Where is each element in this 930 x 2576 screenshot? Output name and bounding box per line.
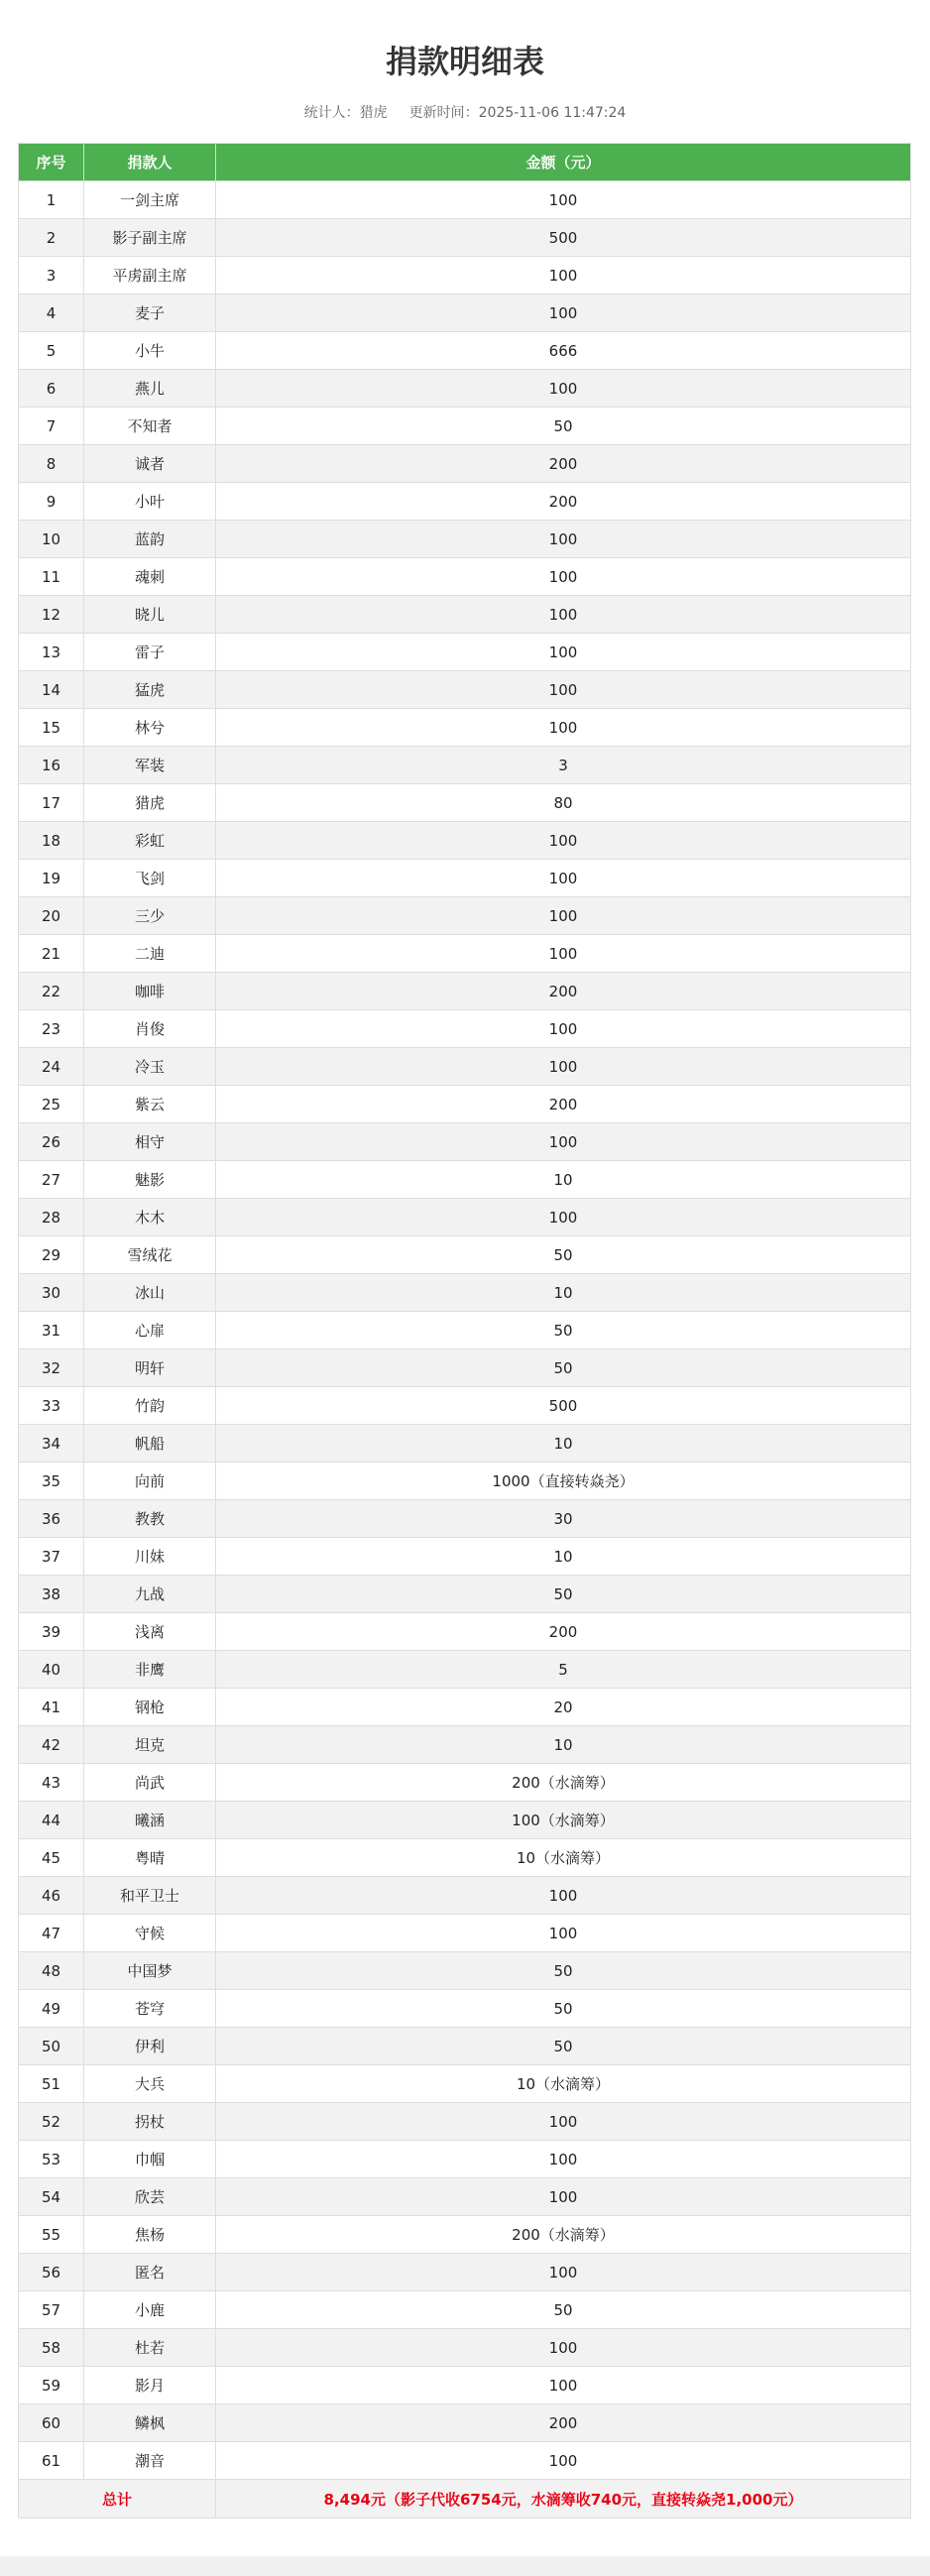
- row-index: 61: [19, 2442, 84, 2480]
- row-index: 59: [19, 2367, 84, 2404]
- header-index: 序号: [19, 144, 84, 181]
- row-amount: 3: [216, 747, 911, 784]
- row-amount: 500: [216, 219, 911, 257]
- row-amount: 100: [216, 1915, 911, 1952]
- row-donor: 欣芸: [84, 2178, 216, 2216]
- row-donor: 九战: [84, 1576, 216, 1613]
- row-donor: 咖啡: [84, 973, 216, 1010]
- table-row: [19, 1726, 911, 1764]
- row-index: 8: [19, 445, 84, 483]
- table-row: [19, 2367, 911, 2404]
- row-index: 38: [19, 1576, 84, 1613]
- row-donor: 匿名: [84, 2254, 216, 2291]
- donation-table: [18, 143, 911, 2518]
- row-index: 35: [19, 1463, 84, 1500]
- statistician-label: 统计人：猎虎: [303, 105, 388, 121]
- row-amount: 100: [216, 1048, 911, 1086]
- row-index: 3: [19, 257, 84, 294]
- row-amount: 200（水滴筹）: [216, 2216, 911, 2254]
- row-index: 25: [19, 1086, 84, 1123]
- row-amount: 50: [216, 1990, 911, 2028]
- row-donor: 麦子: [84, 294, 216, 332]
- row-index: 12: [19, 596, 84, 634]
- table-row: [19, 1048, 911, 1086]
- row-amount: 100: [216, 558, 911, 596]
- row-index: 33: [19, 1387, 84, 1425]
- row-index: 5: [19, 332, 84, 370]
- row-donor: 晓儿: [84, 596, 216, 634]
- row-index: 54: [19, 2178, 84, 2216]
- row-index: 11: [19, 558, 84, 596]
- row-amount: 100: [216, 2103, 911, 2141]
- row-index: 2: [19, 219, 84, 257]
- table-row: [19, 2141, 911, 2178]
- header-donor: 捐款人: [84, 144, 216, 181]
- table-row: [19, 445, 911, 483]
- row-donor: 林兮: [84, 709, 216, 747]
- row-donor: 明轩: [84, 1349, 216, 1387]
- table-row: [19, 2178, 911, 2216]
- row-amount: 100: [216, 822, 911, 860]
- row-index: 44: [19, 1802, 84, 1839]
- row-index: 52: [19, 2103, 84, 2141]
- row-donor: 飞剑: [84, 860, 216, 897]
- row-amount: 10: [216, 1726, 911, 1764]
- row-amount: 200: [216, 2404, 911, 2442]
- row-index: 55: [19, 2216, 84, 2254]
- row-donor: 苍穹: [84, 1990, 216, 2028]
- row-amount: 100: [216, 935, 911, 973]
- row-donor: 向前: [84, 1463, 216, 1500]
- row-donor: 军装: [84, 747, 216, 784]
- row-amount: 10（水滴筹）: [216, 1839, 911, 1877]
- row-amount: 100: [216, 596, 911, 634]
- row-amount: 100: [216, 257, 911, 294]
- table-row: [19, 2442, 911, 2480]
- row-index: 26: [19, 1123, 84, 1161]
- row-donor: 潮音: [84, 2442, 216, 2480]
- row-donor: 川妹: [84, 1538, 216, 1576]
- table-row: [19, 1086, 911, 1123]
- table-row: [19, 634, 911, 671]
- row-index: 39: [19, 1613, 84, 1651]
- row-donor: 蓝韵: [84, 521, 216, 558]
- row-amount: 50: [216, 1952, 911, 1990]
- row-donor: 冰山: [84, 1274, 216, 1312]
- table-footer: [19, 2480, 911, 2518]
- row-donor: 猎虎: [84, 784, 216, 822]
- table-row: [19, 2329, 911, 2367]
- row-amount: 200: [216, 483, 911, 521]
- row-amount: 50: [216, 2291, 911, 2329]
- row-amount: 200: [216, 1086, 911, 1123]
- row-amount: 50: [216, 408, 911, 445]
- table-row: [19, 747, 911, 784]
- table-row: [19, 408, 911, 445]
- row-donor: 拐杖: [84, 2103, 216, 2141]
- row-index: 42: [19, 1726, 84, 1764]
- table-row: [19, 784, 911, 822]
- table-row: [19, 1274, 911, 1312]
- row-index: 34: [19, 1425, 84, 1463]
- row-amount: 100: [216, 181, 911, 219]
- table-row: [19, 1387, 911, 1425]
- row-donor: 伊利: [84, 2028, 216, 2065]
- row-donor: 彩虹: [84, 822, 216, 860]
- table-row: [19, 596, 911, 634]
- row-amount: 10: [216, 1425, 911, 1463]
- row-index: 23: [19, 1010, 84, 1048]
- row-amount: 1000（直接转焱尧）: [216, 1463, 911, 1500]
- table-row: [19, 1425, 911, 1463]
- table-row: [19, 935, 911, 973]
- row-donor: 巾帼: [84, 2141, 216, 2178]
- table-row: [19, 1312, 911, 1349]
- row-amount: 10: [216, 1538, 911, 1576]
- row-amount: 100: [216, 860, 911, 897]
- row-amount: 100: [216, 1123, 911, 1161]
- row-index: 6: [19, 370, 84, 408]
- row-amount: 500: [216, 1387, 911, 1425]
- total-value: 8,494元（影子代收6754元，水滴筹收740元，直接转焱尧1,000元）: [216, 2480, 911, 2518]
- row-donor: 一剑主席: [84, 181, 216, 219]
- row-index: 43: [19, 1764, 84, 1802]
- row-index: 41: [19, 1689, 84, 1726]
- row-index: 7: [19, 408, 84, 445]
- table-row: [19, 1764, 911, 1802]
- row-amount: 100: [216, 2141, 911, 2178]
- row-index: 10: [19, 521, 84, 558]
- row-amount: 100: [216, 2178, 911, 2216]
- table-row: [19, 2254, 911, 2291]
- total-row: [19, 2480, 911, 2518]
- row-amount: 10: [216, 1161, 911, 1199]
- table-row: [19, 1123, 911, 1161]
- row-donor: 相守: [84, 1123, 216, 1161]
- row-index: 37: [19, 1538, 84, 1576]
- row-amount: 10（水滴筹）: [216, 2065, 911, 2103]
- row-donor: 诚者: [84, 445, 216, 483]
- row-index: 16: [19, 747, 84, 784]
- row-donor: 心扉: [84, 1312, 216, 1349]
- row-amount: 50: [216, 2028, 911, 2065]
- table-header: [19, 144, 911, 181]
- row-index: 51: [19, 2065, 84, 2103]
- row-index: 28: [19, 1199, 84, 1236]
- row-amount: 100: [216, 1010, 911, 1048]
- row-amount: 100: [216, 2367, 911, 2404]
- row-amount: 100: [216, 1877, 911, 1915]
- row-donor: 守候: [84, 1915, 216, 1952]
- table-row: [19, 2404, 911, 2442]
- row-index: 27: [19, 1161, 84, 1199]
- row-donor: 焦杨: [84, 2216, 216, 2254]
- row-donor: 小鹿: [84, 2291, 216, 2329]
- row-amount: 100: [216, 634, 911, 671]
- table-row: [19, 709, 911, 747]
- row-donor: 曦涵: [84, 1802, 216, 1839]
- row-amount: 100: [216, 2329, 911, 2367]
- row-index: 40: [19, 1651, 84, 1689]
- row-index: 36: [19, 1500, 84, 1538]
- table-row: [19, 822, 911, 860]
- row-donor: 竹韵: [84, 1387, 216, 1425]
- row-donor: 坦克: [84, 1726, 216, 1764]
- row-donor: 平虏副主席: [84, 257, 216, 294]
- table-row: [19, 1802, 911, 1839]
- row-index: 13: [19, 634, 84, 671]
- table-row: [19, 1199, 911, 1236]
- row-amount: 100: [216, 2442, 911, 2480]
- row-index: 47: [19, 1915, 84, 1952]
- table-row: [19, 1500, 911, 1538]
- table-row: [19, 521, 911, 558]
- row-index: 46: [19, 1877, 84, 1915]
- row-index: 49: [19, 1990, 84, 2028]
- row-index: 9: [19, 483, 84, 521]
- table-row: [19, 897, 911, 935]
- row-amount: 100: [216, 1199, 911, 1236]
- table-row: [19, 181, 911, 219]
- table-row: [19, 1538, 911, 1576]
- table-row: [19, 370, 911, 408]
- row-amount: 100: [216, 294, 911, 332]
- table-row: [19, 1236, 911, 1274]
- page-title: 捐款明细表: [385, 43, 544, 80]
- row-index: 20: [19, 897, 84, 935]
- row-amount: 20: [216, 1689, 911, 1726]
- table-row: [19, 1915, 911, 1952]
- row-index: 56: [19, 2254, 84, 2291]
- table-row: [19, 973, 911, 1010]
- row-index: 58: [19, 2329, 84, 2367]
- table-row: [19, 1877, 911, 1915]
- table-row: [19, 483, 911, 521]
- row-donor: 粤晴: [84, 1839, 216, 1877]
- row-amount: 50: [216, 1576, 911, 1613]
- table-row: [19, 219, 911, 257]
- row-donor: 魂刺: [84, 558, 216, 596]
- row-donor: 二迪: [84, 935, 216, 973]
- row-donor: 不知者: [84, 408, 216, 445]
- table-body: [19, 181, 911, 2480]
- row-index: 31: [19, 1312, 84, 1349]
- row-amount: 10: [216, 1274, 911, 1312]
- table-row: [19, 1349, 911, 1387]
- row-amount: 100（水滴筹）: [216, 1802, 911, 1839]
- row-donor: 魅影: [84, 1161, 216, 1199]
- row-amount: 100: [216, 370, 911, 408]
- row-donor: 木木: [84, 1199, 216, 1236]
- row-donor: 燕儿: [84, 370, 216, 408]
- table-row: [19, 332, 911, 370]
- row-index: 17: [19, 784, 84, 822]
- row-donor: 中国梦: [84, 1952, 216, 1990]
- row-index: 45: [19, 1839, 84, 1877]
- row-donor: 冷玉: [84, 1048, 216, 1086]
- row-index: 21: [19, 935, 84, 973]
- row-index: 22: [19, 973, 84, 1010]
- row-donor: 紫云: [84, 1086, 216, 1123]
- table-row: [19, 1613, 911, 1651]
- row-amount: 100: [216, 709, 911, 747]
- row-amount: 50: [216, 1236, 911, 1274]
- row-donor: 杜若: [84, 2329, 216, 2367]
- meta-info: [0, 103, 930, 123]
- row-index: 30: [19, 1274, 84, 1312]
- row-index: 57: [19, 2291, 84, 2329]
- table-row: [19, 1839, 911, 1877]
- row-amount: 200: [216, 1613, 911, 1651]
- row-donor: 帆船: [84, 1425, 216, 1463]
- table-row: [19, 860, 911, 897]
- row-index: 19: [19, 860, 84, 897]
- row-donor: 浅离: [84, 1613, 216, 1651]
- table-row: [19, 558, 911, 596]
- row-donor: 三少: [84, 897, 216, 935]
- table-row: [19, 1990, 911, 2028]
- table-row: [19, 1010, 911, 1048]
- page-bottom-band: [0, 2556, 930, 2576]
- row-amount: 5: [216, 1651, 911, 1689]
- row-amount: 100: [216, 897, 911, 935]
- table-row: [19, 2103, 911, 2141]
- row-index: 18: [19, 822, 84, 860]
- table-row: [19, 2028, 911, 2065]
- row-donor: 大兵: [84, 2065, 216, 2103]
- header-amount: 金额（元）: [216, 144, 911, 181]
- row-index: 53: [19, 2141, 84, 2178]
- table-row: [19, 2065, 911, 2103]
- row-amount: 80: [216, 784, 911, 822]
- row-donor: 小牛: [84, 332, 216, 370]
- table-row: [19, 1576, 911, 1613]
- table-row: [19, 257, 911, 294]
- table-row: [19, 294, 911, 332]
- row-index: 60: [19, 2404, 84, 2442]
- table-row: [19, 1689, 911, 1726]
- row-amount: 100: [216, 671, 911, 709]
- row-index: 14: [19, 671, 84, 709]
- row-donor: 教教: [84, 1500, 216, 1538]
- row-donor: 小叶: [84, 483, 216, 521]
- table-row: [19, 671, 911, 709]
- row-amount: 200（水滴筹）: [216, 1764, 911, 1802]
- row-donor: 鳞枫: [84, 2404, 216, 2442]
- row-amount: 100: [216, 521, 911, 558]
- total-label: 总计: [19, 2480, 216, 2518]
- row-donor: 影月: [84, 2367, 216, 2404]
- row-donor: 尚武: [84, 1764, 216, 1802]
- row-amount: 50: [216, 1349, 911, 1387]
- row-donor: 肖俊: [84, 1010, 216, 1048]
- table-row: [19, 2291, 911, 2329]
- row-index: 24: [19, 1048, 84, 1086]
- row-amount: 100: [216, 2254, 911, 2291]
- row-donor: 和平卫士: [84, 1877, 216, 1915]
- update-time-label: 更新时间：2025-11-06 11:47:24: [408, 105, 627, 121]
- row-amount: 30: [216, 1500, 911, 1538]
- row-donor: 钢枪: [84, 1689, 216, 1726]
- table-row: [19, 1651, 911, 1689]
- row-amount: 50: [216, 1312, 911, 1349]
- row-amount: 666: [216, 332, 911, 370]
- table-row: [19, 1952, 911, 1990]
- row-index: 15: [19, 709, 84, 747]
- row-donor: 猛虎: [84, 671, 216, 709]
- row-donor: 雷子: [84, 634, 216, 671]
- row-index: 48: [19, 1952, 84, 1990]
- table-row: [19, 1463, 911, 1500]
- row-amount: 200: [216, 445, 911, 483]
- row-donor: 雪绒花: [84, 1236, 216, 1274]
- table-row: [19, 2216, 911, 2254]
- row-donor: 非鹰: [84, 1651, 216, 1689]
- row-index: 29: [19, 1236, 84, 1274]
- row-amount: 200: [216, 973, 911, 1010]
- row-index: 4: [19, 294, 84, 332]
- row-index: 50: [19, 2028, 84, 2065]
- row-index: 32: [19, 1349, 84, 1387]
- row-donor: 影子副主席: [84, 219, 216, 257]
- row-index: 1: [19, 181, 84, 219]
- table-row: [19, 1161, 911, 1199]
